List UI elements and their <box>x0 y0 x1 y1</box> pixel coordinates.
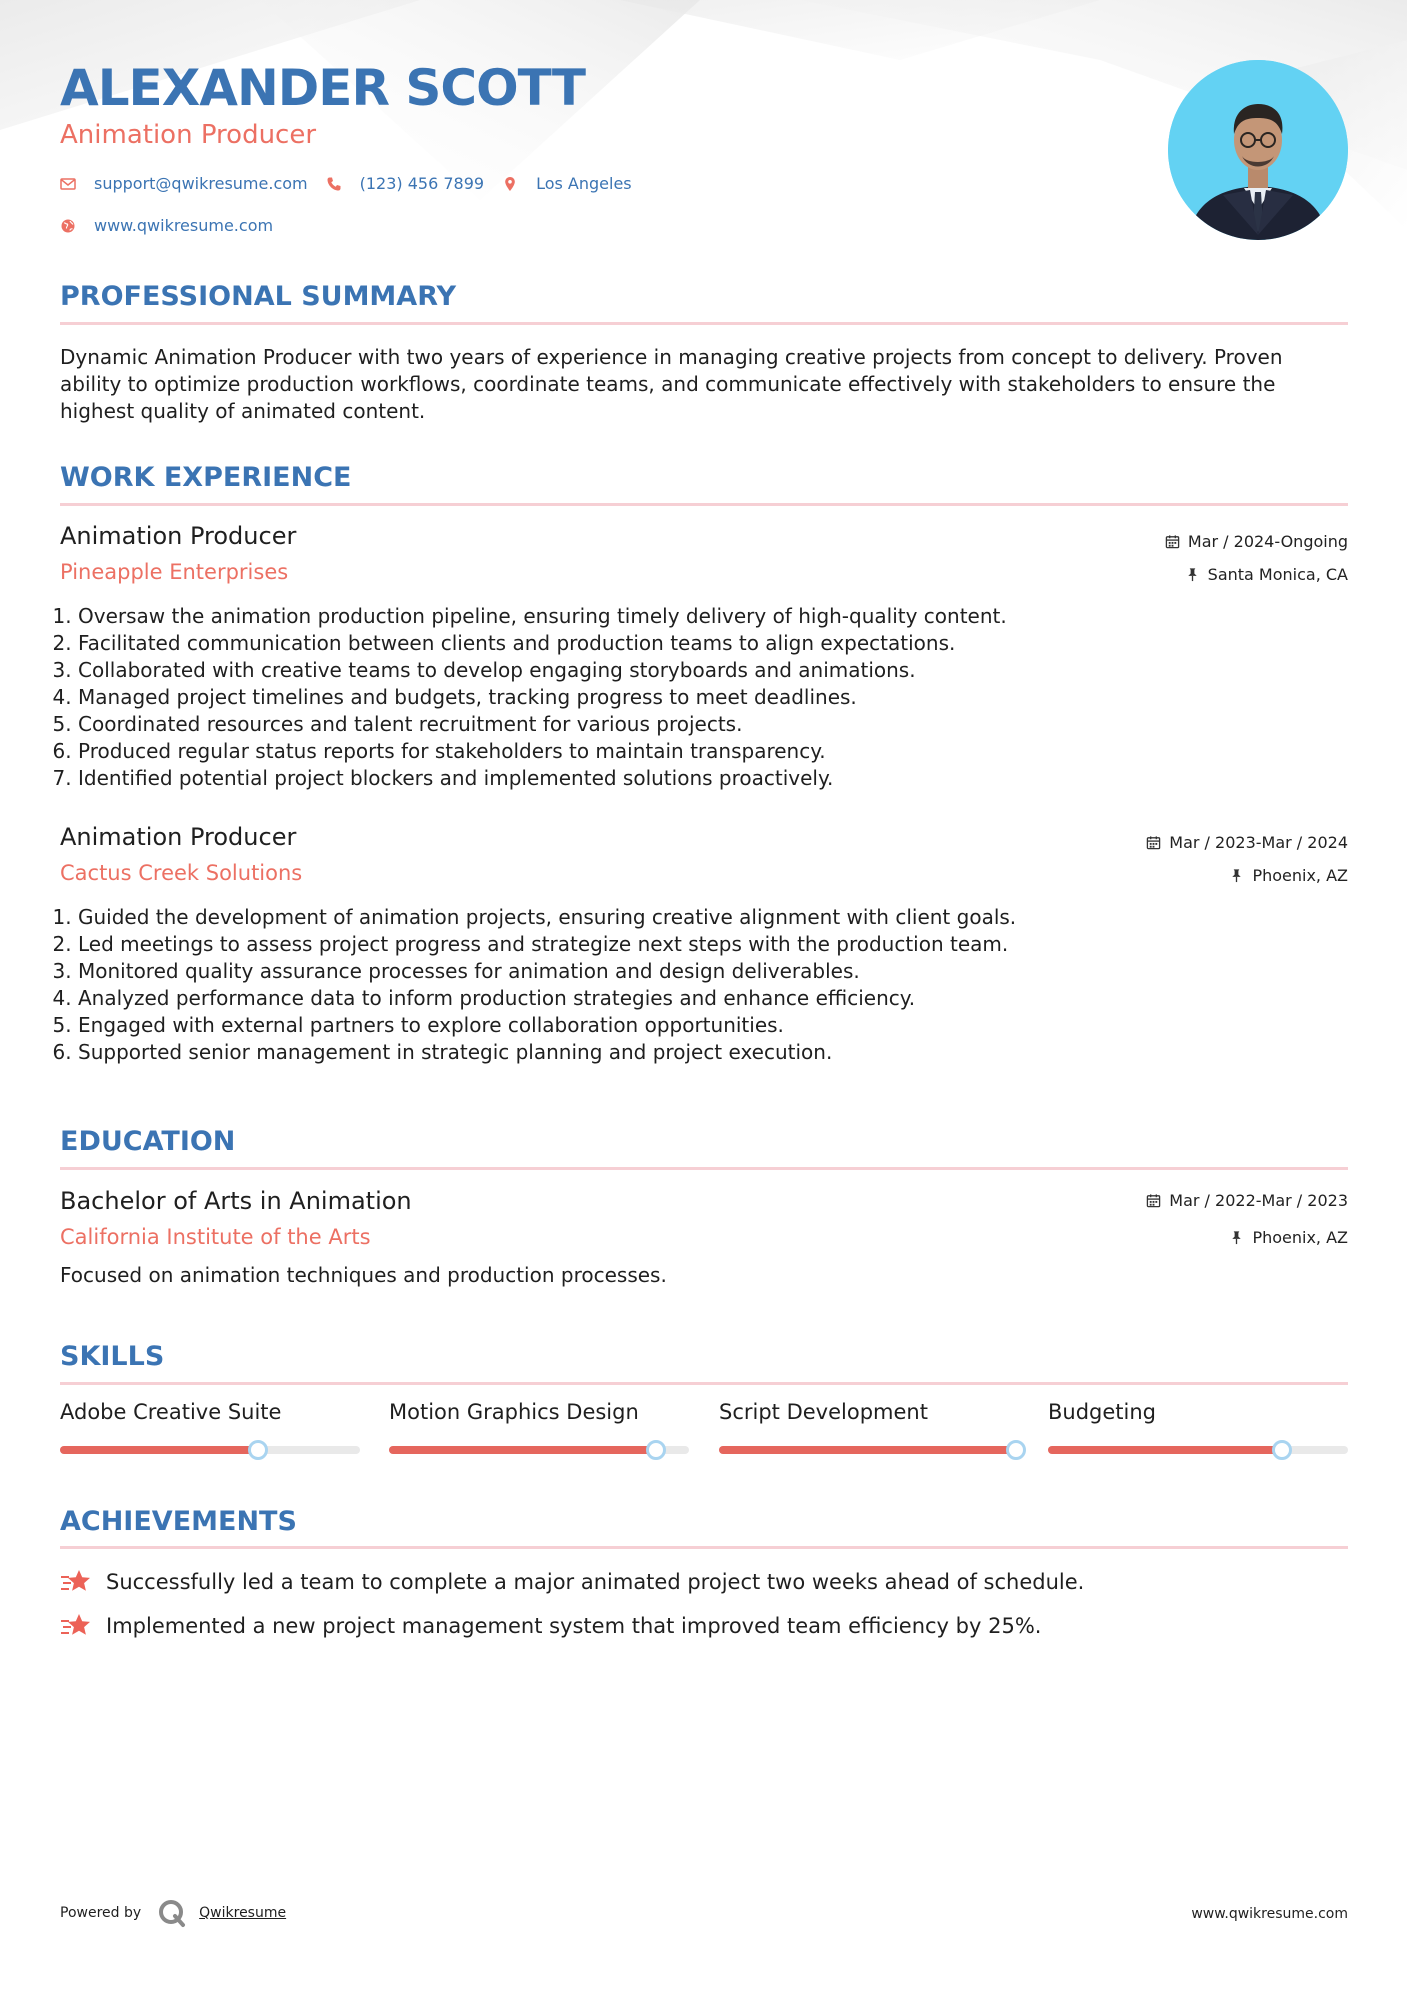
skills-divider <box>60 1382 1348 1385</box>
job-company: Pineapple Enterprises <box>60 560 289 584</box>
contact-row-website <box>60 216 291 235</box>
email-text: support@qwikresume.com <box>94 174 308 193</box>
website-text: www.qwikresume.com <box>94 216 274 235</box>
education-location <box>1229 1228 1348 1247</box>
skill-bar-fill <box>719 1446 1016 1454</box>
list-item: 4. Managed project timelines and budgets, tracking progress to meet deadlines. <box>78 684 1348 711</box>
job-dates <box>1146 833 1348 852</box>
education-divider <box>60 1167 1348 1170</box>
list-item: 7. Identified potential project blockers and implemented solutions proactively. <box>78 765 1348 792</box>
degree-title: Bachelor of Arts in Animation <box>60 1187 412 1215</box>
experience-heading: WORK EXPERIENCE <box>60 462 352 493</box>
job-company: Cactus Creek Solutions <box>60 861 303 885</box>
skill-name: Adobe Creative Suite <box>60 1400 282 1424</box>
skills-heading: SKILLS <box>60 1341 165 1372</box>
job-title: Animation Producer <box>60 823 297 851</box>
skill-item <box>1048 1400 1348 1454</box>
achievement-text: Successfully led a team to complete a major animated project two weeks ahead of schedule. <box>106 1570 1085 1594</box>
pushpin-icon <box>1185 567 1200 582</box>
education-dates <box>1146 1191 1348 1210</box>
globe-icon <box>60 218 76 234</box>
education-location-text: Phoenix, AZ <box>1252 1228 1348 1247</box>
contact-email[interactable] <box>60 174 308 193</box>
job-title: Animation Producer <box>60 522 297 550</box>
list-item: 2. Facilitated communication between clients and production teams to align expectations. <box>78 630 1348 657</box>
qwikresume-logo-icon <box>157 1898 187 1928</box>
skill-name: Script Development <box>719 1400 928 1424</box>
job-responsibilities <box>60 603 1348 792</box>
achievements-heading: ACHIEVEMENTS <box>60 1506 297 1537</box>
skill-item <box>389 1400 689 1454</box>
candidate-name: ALEXANDER SCOTT <box>60 59 585 117</box>
skill-bar-handle <box>1272 1440 1292 1460</box>
achievements-divider <box>60 1546 1348 1549</box>
list-item: 5. Coordinated resources and talent recruitment for various projects. <box>78 711 1348 738</box>
skill-bar-handle <box>646 1440 666 1460</box>
skill-bar <box>1048 1446 1348 1454</box>
calendar-icon <box>1146 1193 1161 1208</box>
footer-website[interactable]: www.qwikresume.com <box>1191 1906 1348 1922</box>
star-icon <box>60 1612 92 1640</box>
skill-name: Motion Graphics Design <box>389 1400 639 1424</box>
star-icon <box>60 1568 92 1596</box>
envelope-icon <box>60 176 76 192</box>
skill-bar-fill <box>389 1446 656 1454</box>
phone-icon <box>326 176 342 192</box>
summary-divider <box>60 322 1348 325</box>
education-dates-text: Mar / 2022-Mar / 2023 <box>1169 1191 1348 1210</box>
list-item: 1. Oversaw the animation production pipeline, ensuring timely delivery of high-quality content. <box>78 603 1348 630</box>
education-description: Focused on animation techniques and production processes. <box>60 1263 667 1287</box>
contact-row <box>60 174 650 193</box>
pushpin-icon <box>1229 1230 1244 1245</box>
skill-bar-handle <box>1006 1440 1026 1460</box>
skill-item <box>60 1400 360 1454</box>
profile-photo <box>1168 60 1348 240</box>
list-item: 5. Engaged with external partners to explore collaboration opportunities. <box>78 1012 1348 1039</box>
contact-location <box>502 174 632 193</box>
job-dates-text: Mar / 2023-Mar / 2024 <box>1169 833 1348 852</box>
pushpin-icon <box>1229 868 1244 883</box>
skill-item <box>719 1400 1019 1454</box>
summary-text: Dynamic Animation Producer with two years of experience in managing creative projects from concept to delivery. Proven ability to optimize production workflows, coordinate teams, and communicate effectively with stakeholders to ensure the highest quality of animated content. <box>60 345 1283 423</box>
skill-bar-fill <box>1048 1446 1282 1454</box>
achievement-text: Implemented a new project management system that improved team efficiency by 25%. <box>106 1614 1042 1638</box>
job-location <box>1185 565 1348 584</box>
list-item: 3. Collaborated with creative teams to develop engaging storyboards and animations. <box>78 657 1348 684</box>
skill-name: Budgeting <box>1048 1400 1157 1424</box>
powered-by-label: Powered by <box>60 1905 142 1921</box>
list-item: 4. Analyzed performance data to inform production strategies and enhance efficiency. <box>78 985 1348 1012</box>
candidate-title: Animation Producer <box>60 120 317 150</box>
skill-bar-handle <box>248 1440 268 1460</box>
skill-bar-fill <box>60 1446 258 1454</box>
person-portrait-icon <box>1168 60 1348 240</box>
job-responsibilities <box>60 904 1348 1066</box>
map-pin-icon <box>502 176 518 192</box>
job-location-text: Santa Monica, CA <box>1207 565 1348 584</box>
qwikresume-link[interactable]: Qwikresume <box>199 1905 287 1921</box>
list-item: 3. Monitored quality assurance processes for animation and design deliverables. <box>78 958 1348 985</box>
calendar-icon <box>1146 835 1161 850</box>
phone-text: (123) 456 7899 <box>359 174 485 193</box>
school-name: California Institute of the Arts <box>60 1225 371 1249</box>
calendar-icon <box>1165 534 1180 549</box>
skill-bar <box>60 1446 360 1454</box>
list-item: 6. Supported senior management in strategic planning and project execution. <box>78 1039 1348 1066</box>
list-item: 6. Produced regular status reports for stakeholders to maintain transparency. <box>78 738 1348 765</box>
education-heading: EDUCATION <box>60 1126 236 1157</box>
contact-website[interactable] <box>60 216 273 235</box>
location-text: Los Angeles <box>536 174 632 193</box>
experience-divider <box>60 503 1348 506</box>
skill-bar <box>719 1446 1019 1454</box>
skill-bar <box>389 1446 689 1454</box>
job-dates <box>1165 532 1348 551</box>
job-dates-text: Mar / 2024-Ongoing <box>1187 532 1348 551</box>
footer-powered-by <box>60 1898 286 1928</box>
list-item: 2. Led meetings to assess project progress and strategize next steps with the production team. <box>78 931 1348 958</box>
list-item: 1. Guided the development of animation projects, ensuring creative alignment with client goals. <box>78 904 1348 931</box>
achievement-item <box>60 1612 1041 1640</box>
job-location <box>1229 866 1348 885</box>
job-location-text: Phoenix, AZ <box>1252 866 1348 885</box>
contact-phone[interactable] <box>326 174 484 193</box>
summary-heading: PROFESSIONAL SUMMARY <box>60 281 457 312</box>
achievement-item <box>60 1568 1084 1596</box>
